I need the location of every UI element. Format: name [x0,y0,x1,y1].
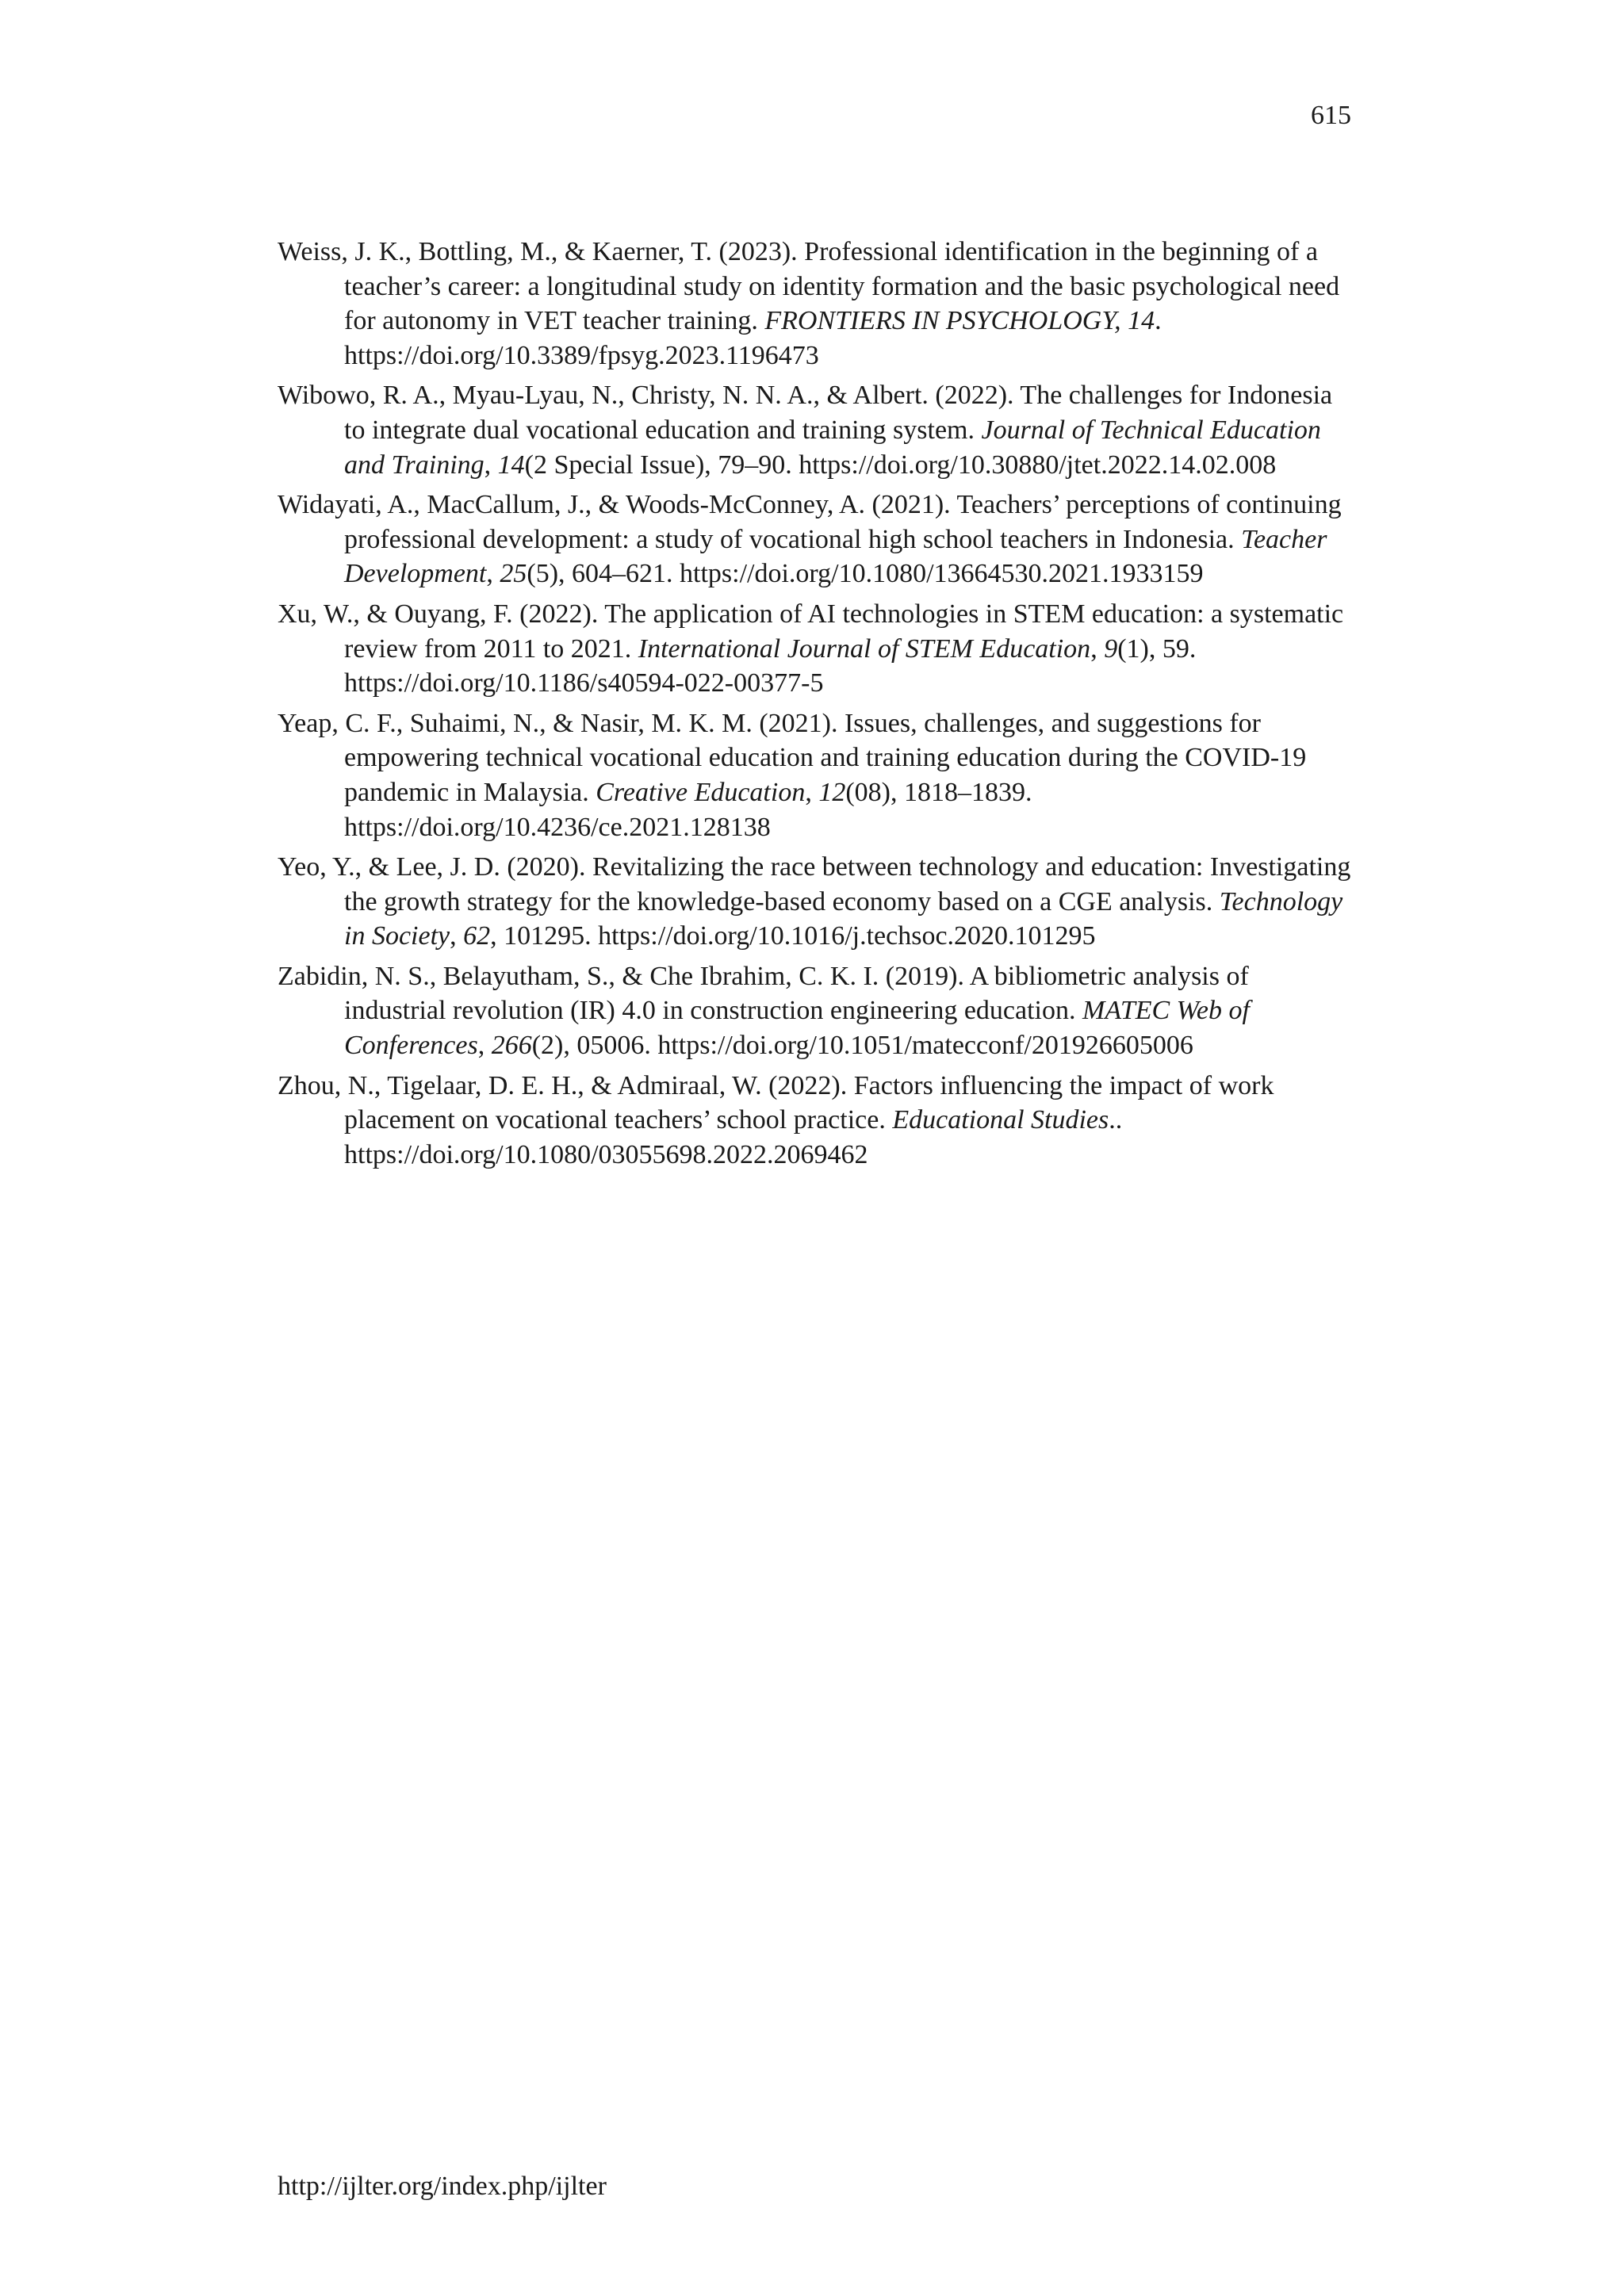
reference-text: Yeap, C. F., Suhaimi, N., & Nasir, M. K. M. (2021). Issues, challenges, and suggestions for empowering technical vocational education and training education during the COVID-19 pandemic in Malaysia. [278,708,1307,807]
reference-text: Yeo, Y., & Lee, J. D. (2020). Revitalizing the race between technology and education: Investigating the growth strategy for the knowledge-based economy based on a CGE analysis. [278,852,1351,916]
reference-volume: 62 [463,921,491,951]
reference-separator: , [450,921,464,951]
reference-entry [278,597,1356,701]
reference-separator: , [1114,306,1128,336]
reference-journal: FRONTIERS IN PSYCHOLOGY [764,306,1115,336]
reference-separator: , [484,450,498,480]
reference-tail: (1), 59. https://doi.org/10.1186/s40594-022-00377-5 [344,633,1197,698]
reference-tail: (2 Special Issue), 79–90. https://doi.org/10.30880/jtet.2022.14.02.008 [524,450,1277,480]
reference-journal: Educational Studies [892,1105,1109,1135]
page-number: 615 [1311,101,1351,130]
reference-journal: Technology in Society [344,886,1343,951]
reference-tail: (2), 05006. https://doi.org/10.1051/matecconf/201926605006 [531,1031,1193,1061]
reference-text: Xu, W., & Ouyang, F. (2022). The application of AI technologies in STEM education: a systematic review from 2011 to 2021. [278,599,1344,664]
reference-separator: , [477,1031,492,1061]
reference-volume: 266 [491,1031,532,1061]
reference-separator: , [1090,633,1105,664]
reference-volume: 9 [1104,633,1118,664]
reference-text: Widayati, A., MacCallum, J., & Woods-McConney, A. (2021). Teachers’ perceptions of continuing professional development: a study of vocational high school teachers in Indonesia. [278,490,1342,554]
reference-tail: (5), 604–621. https://doi.org/10.1080/13664530.2021.1933159 [527,559,1204,589]
reference-tail: , 101295. https://doi.org/10.1016/j.techsoc.2020.101295 [490,921,1096,951]
reference-tail: (08), 1818–1839. https://doi.org/10.4236/ce.2021.128138 [344,777,1032,842]
footer-url: http://ijlter.org/index.php/ijlter [278,2172,607,2201]
reference-entry [278,1069,1356,1173]
reference-journal: Teacher Development [344,524,1327,589]
reference-entry [278,706,1356,844]
reference-entry [278,378,1356,482]
reference-list [278,235,1356,1177]
reference-entry [278,850,1356,954]
reference-tail: .. https://doi.org/10.1080/03055698.2022.2069462 [344,1105,1123,1169]
reference-volume: 14 [497,450,525,480]
reference-journal: Creative Education [596,777,806,807]
reference-volume: 12 [818,777,846,807]
reference-separator: , [805,777,819,807]
reference-text: Wibowo, R. A., Myau-Lyau, N., Christy, N. N. A., & Albert. (2022). The challenges for Indonesia to integrate dual vocational education and training system. [278,381,1333,445]
reference-entry [278,488,1356,591]
reference-journal: International Journal of STEM Education [638,633,1091,664]
reference-volume: 25 [500,559,527,589]
reference-tail: . https://doi.org/10.3389/fpsyg.2023.1196473 [344,306,1162,370]
reference-text: Weiss, J. K., Bottling, M., & Kaerner, T. (2023). Professional identification in the beginning of a teacher’s career: a longitudinal study on identity formation and the basic psychological need for autonomy in VET teacher training. [278,237,1340,336]
reference-text: Zabidin, N. S., Belayutham, S., & Che Ibrahim, C. K. I. (2019). A bibliometric analysis of industrial revolution (IR) 4.0 in construction engineering education. [278,961,1249,1026]
reference-separator: , [486,559,500,589]
reference-journal: Journal of Technical Education and Training [344,415,1321,480]
reference-entry [278,959,1356,1063]
reference-text: Zhou, N., Tigelaar, D. E. H., & Admiraal, W. (2022). Factors influencing the impact of work placement on vocational teachers’ school practice. [278,1070,1274,1135]
reference-volume: 14 [1128,306,1155,336]
reference-entry [278,235,1356,373]
reference-journal: MATEC Web of Conferences [344,996,1250,1061]
